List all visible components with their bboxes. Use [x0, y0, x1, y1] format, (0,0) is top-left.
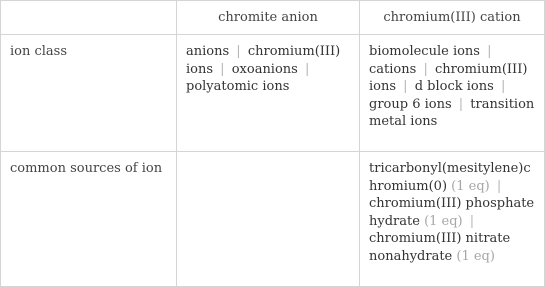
item-separator: |	[304, 61, 310, 77]
item-separator: |	[496, 178, 502, 194]
column-header-chromium-iii-cation: chromium(III) cation	[383, 10, 521, 25]
item-separator: |	[423, 61, 428, 77]
source-compound-name: chromium(III) nitrate nonahydrate	[369, 231, 511, 264]
ion-class-chromite-anion	[186, 43, 351, 96]
list-item: d block ions	[414, 79, 494, 94]
table-border-top	[0, 0, 545, 1]
list-item: transition metal ions	[369, 96, 535, 129]
column-header-chromite-anion: chromite anion	[218, 10, 318, 25]
item-separator: |	[487, 44, 492, 59]
list-item: group 6 ions	[369, 96, 452, 112]
table-border-left	[0, 0, 1, 287]
source-compound-name: tricarbonyl(mesitylene)chromium(0)	[369, 161, 531, 194]
item-separator: |	[458, 96, 464, 112]
row-label-common-sources: common sources of ion	[10, 161, 163, 176]
list-item: chromium(III) ions	[186, 44, 341, 77]
item-separator: |	[469, 213, 475, 229]
list-item: chromium(III) ions	[369, 61, 528, 94]
list-item: cations	[369, 61, 417, 77]
source-quantity: (1 eq)	[456, 248, 495, 264]
source-compound-name: chromium(III) phosphate hydrate	[369, 196, 535, 229]
source-quantity: (1 eq)	[451, 178, 490, 194]
list-item: oxoanions	[231, 61, 298, 77]
row-divider	[0, 151, 545, 152]
header-divider	[0, 34, 545, 35]
common-sources-chromium-iii-cation	[369, 160, 537, 265]
ion-class-chromium-iii-cation	[369, 43, 537, 131]
column-divider-1	[176, 0, 177, 287]
item-separator: |	[403, 79, 408, 94]
list-item: anions	[186, 44, 230, 59]
source-quantity: (1 eq)	[424, 213, 463, 229]
item-separator: |	[236, 44, 241, 59]
list-item: biomolecule ions	[369, 44, 480, 59]
column-divider-2	[359, 0, 360, 287]
item-separator: |	[500, 79, 506, 94]
row-label-ion-class: ion class	[10, 44, 68, 59]
item-separator: |	[220, 61, 225, 77]
list-item: polyatomic ions	[186, 79, 290, 94]
